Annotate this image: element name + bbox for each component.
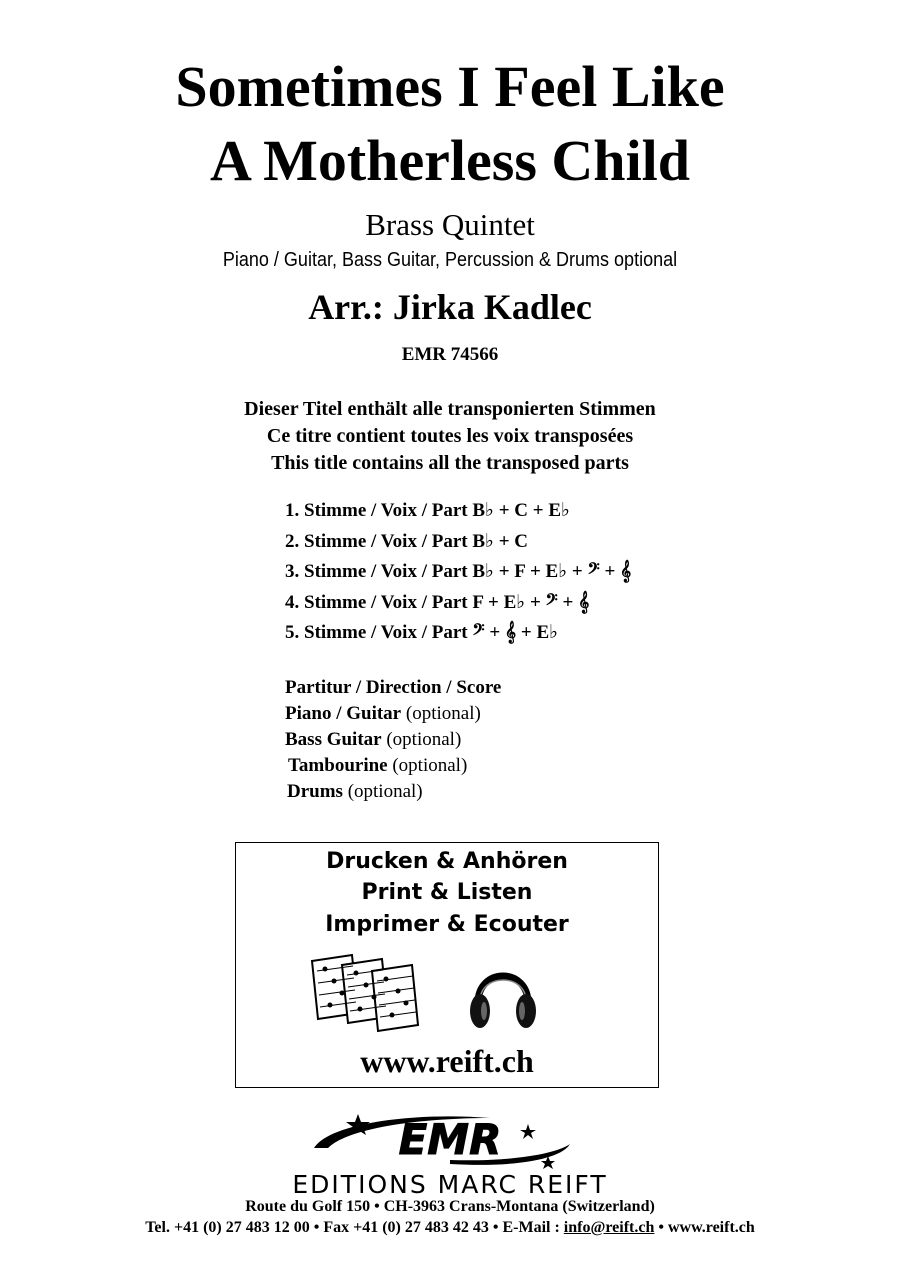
parts-list (285, 496, 631, 649)
extra-drums: Drums (optional) (287, 781, 423, 802)
part-3: 3. Stimme / Voix / Part B♭ + F + E♭ + 𝄢 + 𝄞 (285, 561, 632, 582)
extra-bass-guitar: Bass Guitar (optional) (285, 729, 462, 750)
subtitle: Brass Quintet (365, 207, 535, 242)
website-link[interactable]: www.reift.ch (360, 1043, 534, 1079)
title-line-1: Sometimes I Feel Like (175, 54, 725, 119)
print-box-line-french: Imprimer & Ecouter (325, 912, 569, 937)
emr-logo (300, 1108, 600, 1170)
catalog-number: EMR 74566 (401, 344, 499, 365)
note-german: Dieser Titel enthält alle transponierten Stimmen (244, 398, 656, 420)
title-line-2: A Motherless Child (209, 128, 691, 193)
arranger: Arr.: Jirka Kadlec (308, 287, 592, 327)
extra-score: Partitur / Direction / Score (285, 677, 502, 698)
print-box-line-english: Print & Listen (361, 880, 533, 905)
logo-text: EMR (398, 1115, 502, 1164)
extra-piano-guitar: Piano / Guitar (optional) (285, 703, 481, 724)
instrumentation: Piano / Guitar, Bass Guitar, Percussion & Drums optional (222, 249, 678, 271)
publisher-address: Route du Golf 150 • CH-3963 Crans-Montana (Switzerland) (245, 1198, 655, 1215)
email-link[interactable]: info@reift.ch (563, 1219, 655, 1236)
part-4: 4. Stimme / Voix / Part F + E♭ + 𝄢 + 𝄞 (285, 591, 590, 613)
note-french: Ce titre contient toutes les voix transposées (266, 425, 634, 447)
publisher-contact: Tel. +41 (0) 27 483 12 00 • Fax +41 (0) 27 483 42 43 • E-Mail : info@reift.ch • www.reift.ch (145, 1219, 755, 1236)
print-box-line-german: Drucken & Anhören (326, 849, 568, 874)
publisher-name: EDITIONS MARC REIFT (292, 1170, 608, 1199)
headphones-icon (468, 953, 538, 1033)
extras-list (285, 675, 501, 805)
print-listen-box (235, 842, 659, 1088)
extra-tambourine: Tambourine (optional) (288, 755, 468, 776)
part-2: 2. Stimme / Voix / Part B♭ + C (285, 530, 529, 552)
part-5: 5. Stimme / Voix / Part 𝄢 + 𝄞 + E♭ (285, 622, 559, 643)
sheet-music-icon (308, 953, 420, 1033)
note-english: This title contains all the transposed parts (271, 452, 629, 474)
part-1: 1. Stimme / Voix / Part B♭ + C + E♭ (285, 500, 570, 521)
